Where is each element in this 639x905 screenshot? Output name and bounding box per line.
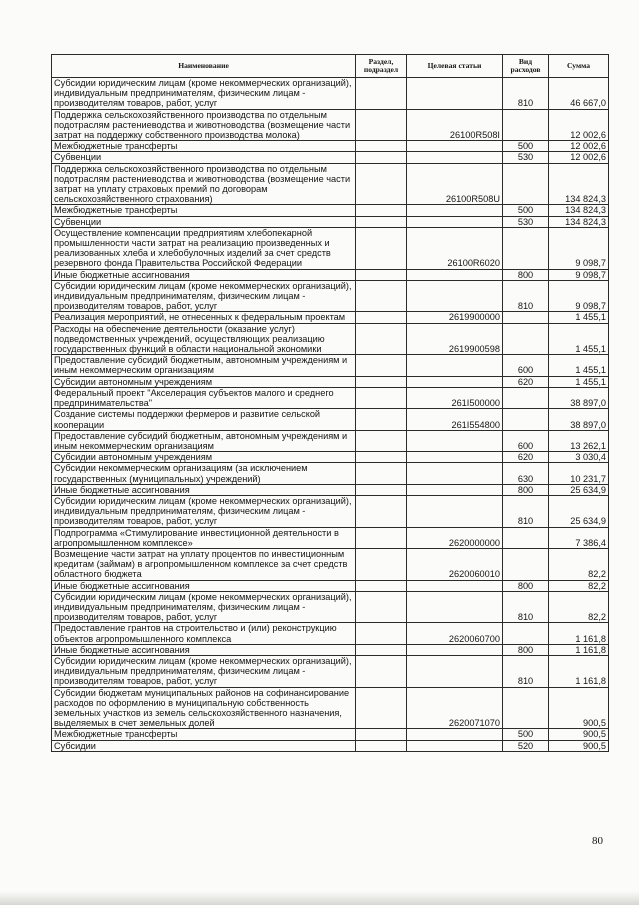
table-header bbox=[52, 55, 609, 78]
page-edge bbox=[0, 891, 639, 905]
cell-target bbox=[407, 376, 503, 387]
table-row bbox=[52, 687, 609, 729]
cell-section bbox=[356, 141, 407, 152]
table-row bbox=[52, 387, 609, 408]
cell-type: 810 bbox=[503, 495, 549, 527]
cell-target bbox=[407, 580, 503, 591]
cell-name: Субсидии юридическим лицам (кроме некоммерческих организаций), индивидуальным предпринимателям, физическим лицам - производителям товаров, работ, услуг bbox=[52, 655, 356, 687]
cell-sum: 900,5 bbox=[549, 729, 609, 740]
cell-name: Субсидии некоммерческим организациям (за исключением государственных (муниципальных) учреждений) bbox=[52, 463, 356, 484]
table-row bbox=[52, 141, 609, 152]
table-row bbox=[52, 409, 609, 430]
cell-sum: 134 824,3 bbox=[549, 163, 609, 205]
cell-section bbox=[356, 152, 407, 163]
cell-type bbox=[503, 323, 549, 355]
cell-section bbox=[356, 227, 407, 269]
cell-section bbox=[356, 163, 407, 205]
cell-name: Иные бюджетные ассигнования bbox=[52, 269, 356, 280]
table-row bbox=[52, 323, 609, 355]
cell-name: Предоставление субсидий бюджетным, автономным учреждениям и иным некоммерческим организациям bbox=[52, 430, 356, 451]
cell-name: Иные бюджетные ассигнования bbox=[52, 484, 356, 495]
table-row bbox=[52, 740, 609, 751]
cell-sum: 1 161,8 bbox=[549, 655, 609, 687]
cell-name: Поддержка сельскохозяйственного производства по отдельным подотраслям растениеводства и животноводства (возмещение части затрат на поддержку собственного производства молока) bbox=[52, 109, 356, 141]
cell-name: Межбюджетные трансферты bbox=[52, 205, 356, 216]
cell-target bbox=[407, 463, 503, 484]
cell-name: Предоставление грантов на строительство и (или) реконструкцию объектов агропромышленного комплекса bbox=[52, 623, 356, 644]
header-type: Вид расходов bbox=[503, 55, 549, 78]
cell-target: 261I554800 bbox=[407, 409, 503, 430]
cell-type bbox=[503, 527, 549, 548]
cell-section bbox=[356, 205, 407, 216]
cell-name: Межбюджетные трансферты bbox=[52, 141, 356, 152]
cell-target: 2620000000 bbox=[407, 527, 503, 548]
cell-target bbox=[407, 205, 503, 216]
table-row bbox=[52, 655, 609, 687]
cell-type: 500 bbox=[503, 729, 549, 740]
cell-target bbox=[407, 655, 503, 687]
cell-sum: 900,5 bbox=[549, 687, 609, 729]
cell-sum: 900,5 bbox=[549, 740, 609, 751]
cell-target bbox=[407, 495, 503, 527]
cell-name: Создание системы поддержки фермеров и развитие сельской кооперации bbox=[52, 409, 356, 430]
cell-target bbox=[407, 355, 503, 376]
cell-section bbox=[356, 323, 407, 355]
cell-name: Субсидии юридическим лицам (кроме некоммерческих организаций), индивидуальным предпринимателям, физическим лицам - производителям товаров, работ, услуг bbox=[52, 78, 356, 110]
cell-section bbox=[356, 623, 407, 644]
cell-section bbox=[356, 280, 407, 312]
cell-target bbox=[407, 484, 503, 495]
cell-target: 26100R6020 bbox=[407, 227, 503, 269]
table-row bbox=[52, 78, 609, 110]
cell-type bbox=[503, 163, 549, 205]
cell-target: 261I500000 bbox=[407, 387, 503, 408]
cell-name: Субсидии bbox=[52, 740, 356, 751]
cell-sum: 12 002,6 bbox=[549, 109, 609, 141]
cell-type bbox=[503, 548, 549, 580]
cell-target bbox=[407, 152, 503, 163]
cell-target bbox=[407, 729, 503, 740]
table-row bbox=[52, 452, 609, 463]
cell-type: 630 bbox=[503, 463, 549, 484]
cell-name: Реализация мероприятий, не отнесенных к федеральным проектам bbox=[52, 312, 356, 323]
cell-name: Иные бюджетные ассигнования bbox=[52, 580, 356, 591]
cell-sum: 134 824,3 bbox=[549, 216, 609, 227]
cell-type: 500 bbox=[503, 141, 549, 152]
cell-sum: 82,2 bbox=[549, 548, 609, 580]
page-number: 80 bbox=[592, 835, 603, 847]
cell-target bbox=[407, 644, 503, 655]
cell-name: Осуществление компенсации предприятиям хлебопекарной промышленности части затрат на реализацию произведенных и реализованных хлеба и хлебобулочных изделий за счет средств резервного фонда Правительства Российской Федерации bbox=[52, 227, 356, 269]
cell-name: Субсидии бюджетам муниципальных районов на софинансирование расходов по оформлению в муниципальную собственность земельных участков из земель сельскохозяйственного назначения, выделяемых в счет земельных долей bbox=[52, 687, 356, 729]
cell-type: 810 bbox=[503, 280, 549, 312]
cell-section bbox=[356, 269, 407, 280]
cell-section bbox=[356, 644, 407, 655]
cell-section bbox=[356, 580, 407, 591]
cell-name: Субвенции bbox=[52, 152, 356, 163]
table-row bbox=[52, 269, 609, 280]
header-sum: Сумма bbox=[549, 55, 609, 78]
cell-sum: 1 455,1 bbox=[549, 312, 609, 323]
cell-section bbox=[356, 463, 407, 484]
cell-type bbox=[503, 109, 549, 141]
cell-name: Поддержка сельскохозяйственного производства по отдельным подотраслям растениеводства и животноводства (возмещение части затрат на уплату страховых премий по договорам сельскохозяйственного страхования) bbox=[52, 163, 356, 205]
cell-name: Субсидии юридическим лицам (кроме некоммерческих организаций), индивидуальным предпринимателям, физическим лицам - производителям товаров, работ, услуг bbox=[52, 591, 356, 623]
cell-name: Межбюджетные трансферты bbox=[52, 729, 356, 740]
table-row bbox=[52, 430, 609, 451]
cell-target: 26100R508I bbox=[407, 109, 503, 141]
cell-type: 810 bbox=[503, 591, 549, 623]
cell-target bbox=[407, 591, 503, 623]
cell-section bbox=[356, 409, 407, 430]
table-row bbox=[52, 591, 609, 623]
budget-table bbox=[51, 54, 609, 752]
cell-section bbox=[356, 387, 407, 408]
cell-target: 2620060010 bbox=[407, 548, 503, 580]
table-row bbox=[52, 312, 609, 323]
table-row bbox=[52, 205, 609, 216]
cell-name: Предоставление субсидий бюджетным, автономным учреждениям и иным некоммерческим организациям bbox=[52, 355, 356, 376]
header-target: Целевая статьи bbox=[407, 55, 503, 78]
cell-target bbox=[407, 280, 503, 312]
cell-sum: 13 262,1 bbox=[549, 430, 609, 451]
cell-name: Субсидии автономным учреждениям bbox=[52, 376, 356, 387]
cell-section bbox=[356, 216, 407, 227]
cell-name: Иные бюджетные ассигнования bbox=[52, 644, 356, 655]
cell-name: Субсидии юридическим лицам (кроме некоммерческих организаций), индивидуальным предпринимателям, физическим лицам - производителям товаров, работ, услуг bbox=[52, 495, 356, 527]
table-row bbox=[52, 355, 609, 376]
cell-type: 530 bbox=[503, 152, 549, 163]
cell-sum: 7 386,4 bbox=[549, 527, 609, 548]
table-row bbox=[52, 729, 609, 740]
cell-section bbox=[356, 484, 407, 495]
cell-sum: 1 161,8 bbox=[549, 644, 609, 655]
cell-type: 810 bbox=[503, 655, 549, 687]
cell-name: Подпрограмма «Стимулирование инвестиционной деятельности в агропромышленном комплексе» bbox=[52, 527, 356, 548]
cell-name: Расходы на обеспечение деятельности (оказание услуг) подведомственных учреждений, осуществляющих реализацию государственных функций в области национальной экономики bbox=[52, 323, 356, 355]
cell-sum: 46 667,0 bbox=[549, 78, 609, 110]
cell-sum: 12 002,6 bbox=[549, 141, 609, 152]
table-row bbox=[52, 216, 609, 227]
cell-name: Субсидии автономным учреждениям bbox=[52, 452, 356, 463]
cell-section bbox=[356, 655, 407, 687]
cell-section bbox=[356, 591, 407, 623]
table-row bbox=[52, 463, 609, 484]
cell-sum: 1 455,1 bbox=[549, 376, 609, 387]
table-row bbox=[52, 580, 609, 591]
cell-section bbox=[356, 376, 407, 387]
cell-section bbox=[356, 430, 407, 451]
table-row bbox=[52, 495, 609, 527]
cell-section bbox=[356, 355, 407, 376]
cell-name: Федеральный проект "Акселерация субъектов малого и среднего предпринимательства" bbox=[52, 387, 356, 408]
cell-type bbox=[503, 227, 549, 269]
table-row bbox=[52, 109, 609, 141]
cell-type bbox=[503, 312, 549, 323]
table-row bbox=[52, 527, 609, 548]
header-name: Наименование bbox=[52, 55, 356, 78]
table-row bbox=[52, 548, 609, 580]
cell-sum: 38 897,0 bbox=[549, 387, 609, 408]
header-section: Раздел, подраздел bbox=[356, 55, 407, 78]
table-row bbox=[52, 227, 609, 269]
cell-type bbox=[503, 387, 549, 408]
cell-target: 2620060700 bbox=[407, 623, 503, 644]
table-row bbox=[52, 163, 609, 205]
cell-target: 26100R508U bbox=[407, 163, 503, 205]
cell-section bbox=[356, 527, 407, 548]
cell-type: 530 bbox=[503, 216, 549, 227]
cell-section bbox=[356, 729, 407, 740]
cell-section bbox=[356, 78, 407, 110]
cell-section bbox=[356, 495, 407, 527]
cell-target bbox=[407, 269, 503, 280]
cell-type: 620 bbox=[503, 376, 549, 387]
table-row bbox=[52, 623, 609, 644]
cell-type: 620 bbox=[503, 452, 549, 463]
cell-target: 2619900598 bbox=[407, 323, 503, 355]
cell-type: 800 bbox=[503, 269, 549, 280]
cell-sum: 9 098,7 bbox=[549, 280, 609, 312]
cell-target bbox=[407, 141, 503, 152]
cell-sum: 9 098,7 bbox=[549, 227, 609, 269]
cell-type: 520 bbox=[503, 740, 549, 751]
cell-section bbox=[356, 548, 407, 580]
cell-type: 800 bbox=[503, 484, 549, 495]
cell-sum: 25 634,9 bbox=[549, 495, 609, 527]
cell-type: 800 bbox=[503, 580, 549, 591]
cell-target: 2620071070 bbox=[407, 687, 503, 729]
cell-type bbox=[503, 409, 549, 430]
table-row bbox=[52, 280, 609, 312]
cell-section bbox=[356, 312, 407, 323]
cell-sum: 10 231,7 bbox=[549, 463, 609, 484]
cell-section bbox=[356, 109, 407, 141]
cell-sum: 3 030,4 bbox=[549, 452, 609, 463]
cell-sum: 134 824,3 bbox=[549, 205, 609, 216]
cell-sum: 82,2 bbox=[549, 580, 609, 591]
cell-section bbox=[356, 687, 407, 729]
table-row bbox=[52, 376, 609, 387]
cell-sum: 1 455,1 bbox=[549, 355, 609, 376]
cell-type: 600 bbox=[503, 430, 549, 451]
table-body bbox=[52, 78, 609, 752]
table-row bbox=[52, 152, 609, 163]
cell-type: 500 bbox=[503, 205, 549, 216]
cell-sum: 25 634,9 bbox=[549, 484, 609, 495]
cell-type bbox=[503, 687, 549, 729]
cell-sum: 1 455,1 bbox=[549, 323, 609, 355]
cell-sum: 12 002,6 bbox=[549, 152, 609, 163]
cell-type bbox=[503, 623, 549, 644]
cell-target bbox=[407, 452, 503, 463]
cell-target bbox=[407, 216, 503, 227]
cell-target bbox=[407, 78, 503, 110]
cell-sum: 9 098,7 bbox=[549, 269, 609, 280]
header-row bbox=[52, 55, 609, 78]
cell-type: 600 bbox=[503, 355, 549, 376]
cell-target bbox=[407, 430, 503, 451]
cell-sum: 1 161,8 bbox=[549, 623, 609, 644]
cell-name: Субсидии юридическим лицам (кроме некоммерческих организаций), индивидуальным предпринимателям, физическим лицам - производителям товаров, работ, услуг bbox=[52, 280, 356, 312]
cell-name: Возмещение части затрат на уплату процентов по инвестиционным кредитам (займам) в агропромышленном комплексе за счет средств областного бюджета bbox=[52, 548, 356, 580]
cell-section bbox=[356, 740, 407, 751]
cell-target: 2619900000 bbox=[407, 312, 503, 323]
table-row bbox=[52, 484, 609, 495]
cell-sum: 38 897,0 bbox=[549, 409, 609, 430]
cell-name: Субвенции bbox=[52, 216, 356, 227]
cell-type: 810 bbox=[503, 78, 549, 110]
cell-target bbox=[407, 740, 503, 751]
cell-section bbox=[356, 452, 407, 463]
cell-type: 800 bbox=[503, 644, 549, 655]
table-row bbox=[52, 644, 609, 655]
cell-sum: 82,2 bbox=[549, 591, 609, 623]
